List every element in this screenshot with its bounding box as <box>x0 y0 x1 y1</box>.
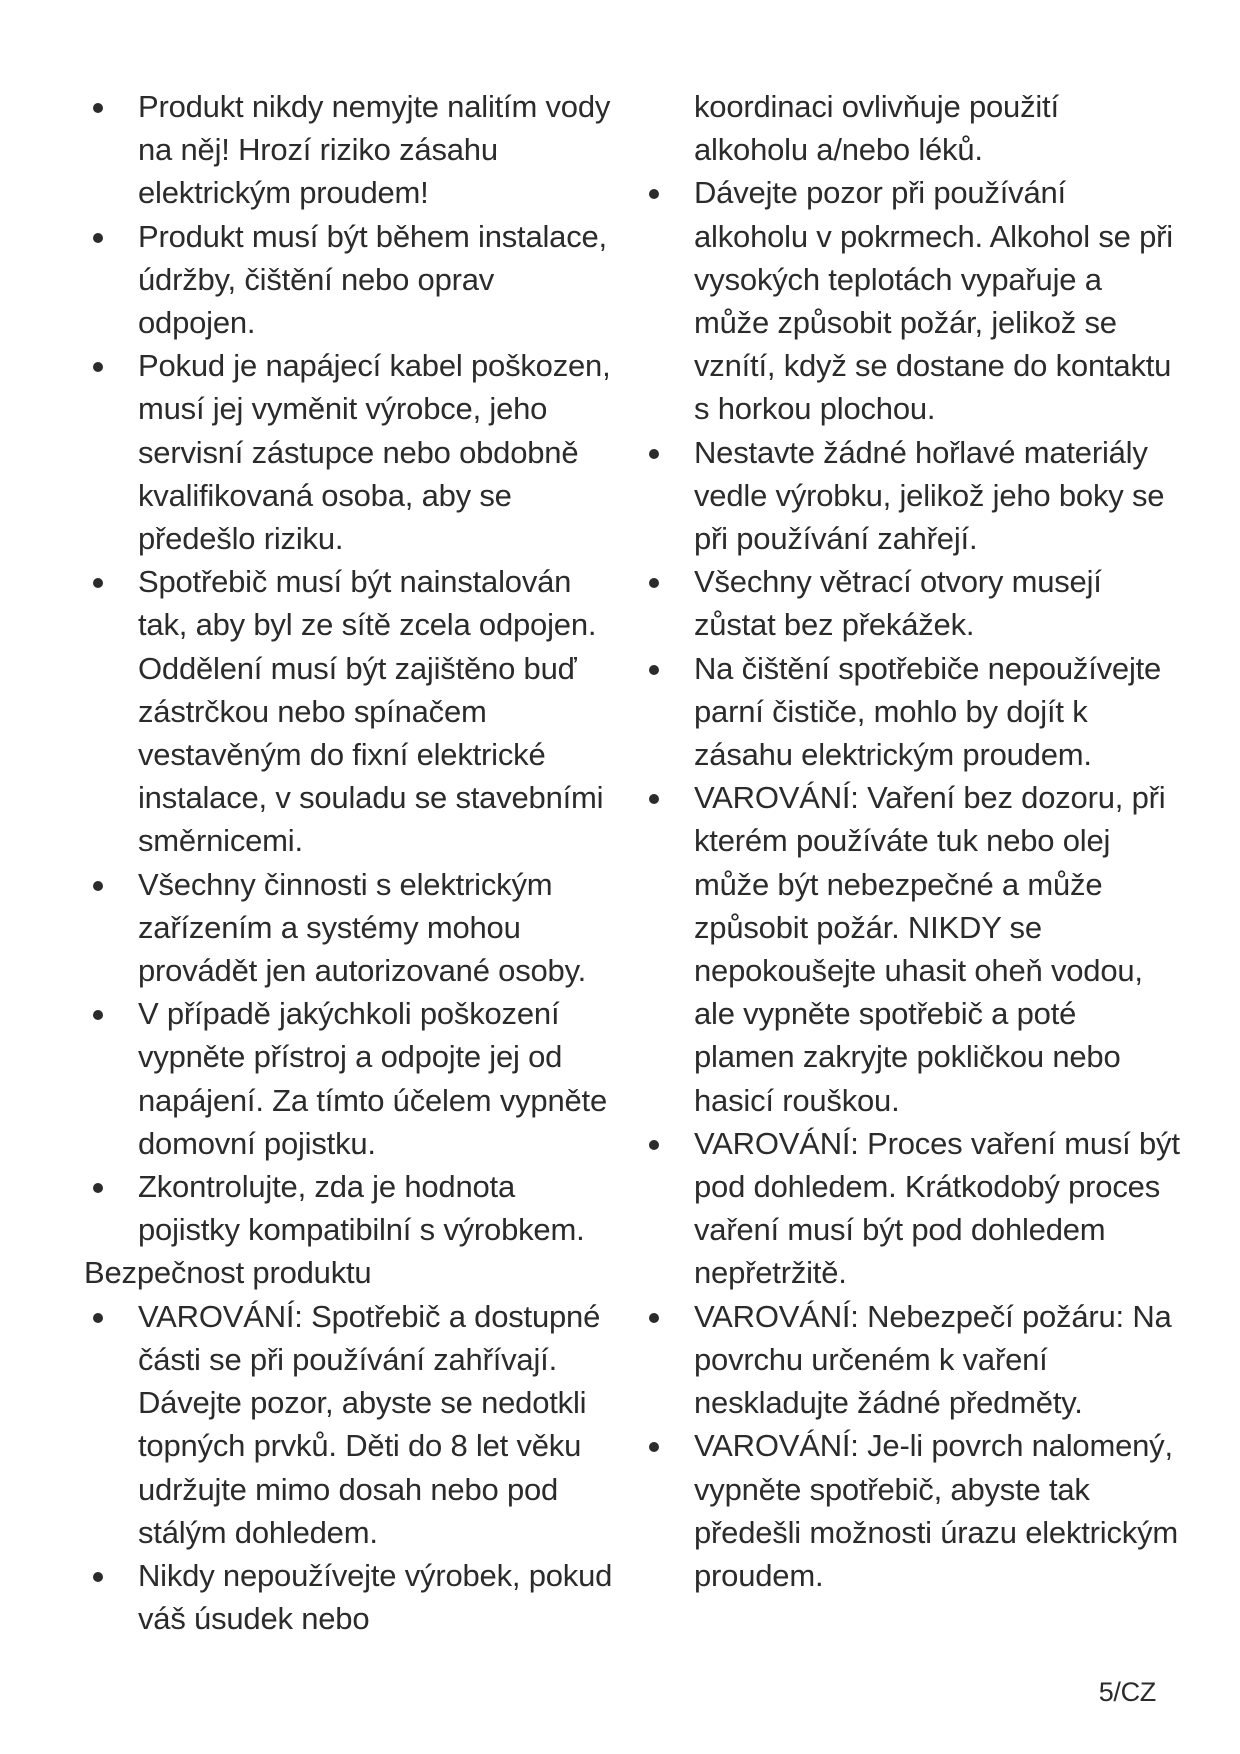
list-item <box>640 1295 1180 1425</box>
bullet-icon <box>93 233 103 243</box>
bullet-icon <box>649 794 659 804</box>
bullet-icon <box>93 1572 103 1582</box>
right-column <box>640 85 1180 1597</box>
bullet-icon <box>93 1010 103 1020</box>
list-item <box>640 1122 1180 1295</box>
bullet-icon <box>649 1140 659 1150</box>
list-item <box>640 1424 1180 1597</box>
list-item-text: Produkt nikdy nemyjte nalitím vody na něj! Hrozí riziko zásahu elektrickým proudem! <box>138 89 611 211</box>
list-item-text: Na čištění spotřebiče nepoužívejte parní čističe, mohlo by dojít k zásahu elektrickým proudem. <box>694 650 1162 773</box>
bullet-icon <box>93 1313 103 1323</box>
list-item <box>84 863 614 993</box>
list-item-text: Nestavte žádné hořlavé materiály vedle výrobku, jelikož jeho boky se při používání zahřejí. <box>694 434 1165 557</box>
left-column <box>84 85 614 1640</box>
list-item <box>640 560 1180 646</box>
bullet-icon <box>93 103 103 113</box>
list-item <box>84 560 614 862</box>
bullet-icon <box>649 1313 659 1323</box>
list-item <box>84 215 614 345</box>
bullet-icon <box>649 665 659 675</box>
list-item-text: Všechny činnosti s elektrickým zařízením a systémy mohou provádět jen autorizované osoby. <box>138 866 586 989</box>
bullet-icon <box>649 578 659 588</box>
list-item <box>640 647 1180 777</box>
list-item <box>84 1295 614 1554</box>
list-item-text: VAROVÁNÍ: Proces vaření musí být pod dohledem. Krátkodobý proces vaření musí být pod dohledem nepřetržitě. <box>694 1125 1180 1291</box>
safety-list-general <box>84 85 614 1251</box>
bullet-icon <box>93 1183 103 1193</box>
page-number: 5/CZ <box>1098 1677 1156 1707</box>
bullet-icon <box>93 578 103 588</box>
safety-list-continued <box>640 171 1180 1597</box>
continued-text: koordinaci ovlivňuje použití alkoholu a/nebo léků. <box>694 89 1059 168</box>
bullet-icon <box>649 1442 659 1452</box>
safety-list-product <box>84 1295 614 1641</box>
bullet-icon <box>649 449 659 459</box>
list-item-text: Zkontrolujte, zda je hodnota pojistky kompatibilní s výrobkem. <box>138 1169 585 1248</box>
bullet-icon <box>93 881 103 891</box>
list-item-text: Všechny větrací otvory musejí zůstat bez překážek. <box>694 564 1102 643</box>
list-item <box>84 992 614 1165</box>
list-item-text: Nikdy nepoužívejte výrobek, pokud váš úsudek nebo <box>138 1557 613 1637</box>
bullet-icon <box>649 189 659 199</box>
list-item-text: Pokud je napájecí kabel poškozen, musí jej vyměnit výrobce, jeho servisní zástupce nebo obdobně kvalifikovaná osoba, aby se předešlo riziku. <box>138 348 611 557</box>
bullet-icon <box>93 362 103 372</box>
list-item <box>640 171 1180 430</box>
list-item <box>640 431 1180 561</box>
list-item-text: VAROVÁNÍ: Je-li povrch nalomený, vypněte spotřebič, abyste tak předešli možnosti úrazu elektrickým proudem. <box>694 1428 1179 1593</box>
list-item-text: V případě jakýchkoli poškození vypněte přístroj a odpojte jej od napájení. Za tímto účelem vypněte domovní pojistku. <box>138 996 607 1161</box>
list-item <box>84 85 614 215</box>
list-item <box>84 1165 614 1251</box>
list-item <box>84 344 614 560</box>
list-item-text: VAROVÁNÍ: Vaření bez dozoru, při kterém používáte tuk nebo olej může být nebezpečné a může způsobit požár. NIKDY se nepokoušejte uhasit oheň vodou, ale vypněte spotřebič a poté plamen zakryjte pokličkou nebo hasicí rouškou. <box>694 780 1166 1118</box>
section-heading: Bezpečnost produktu <box>84 1255 372 1291</box>
list-item <box>640 776 1180 1122</box>
list-item-text: Spotřebič musí být nainstalován tak, aby byl ze sítě zcela odpojen. Oddělení musí být zajištěno buď zástrčkou nebo spínačem vestavěným do fixní elektrické instalace, v souladu se stavebními směrnicemi. <box>138 564 604 859</box>
list-item-text: VAROVÁNÍ: Spotřebič a dostupné části se při používání zahřívají. Dávejte pozor, abyste se nedotkli topných prvků. Děti do 8 let věku udržujte mimo dosah nebo pod stálým dohledem. <box>138 1298 601 1550</box>
list-item-text: Produkt musí být během instalace, údržby, čištění nebo oprav odpojen. <box>138 218 607 341</box>
list-item-text: Dávejte pozor při používání alkoholu v pokrmech. Alkohol se při vysokých teplotách vypařuje a může způsobit požár, jelikož se vznítí, když se dostane do kontaktu s horkou plochou. <box>694 175 1173 427</box>
list-item <box>84 1554 614 1640</box>
list-item-text: VAROVÁNÍ: Nebezpečí požáru: Na povrchu určeném k vaření neskladujte žádné předměty. <box>694 1298 1172 1421</box>
